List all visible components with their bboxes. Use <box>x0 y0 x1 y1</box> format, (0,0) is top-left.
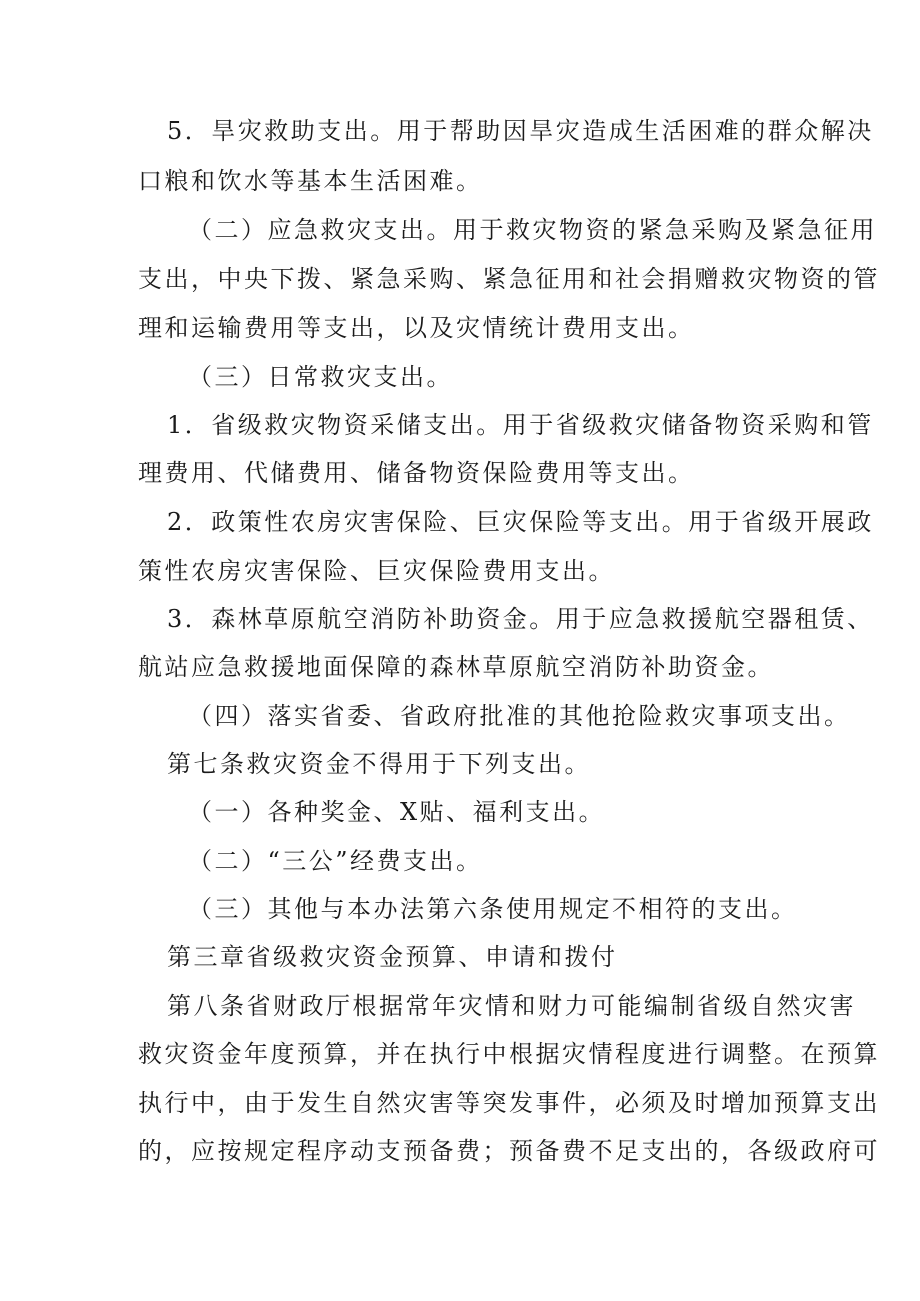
text-line-14: 第七条救灾资金不得用于下列支出。 <box>167 750 591 778</box>
text-line-16: （二）“三公”经费支出。 <box>188 847 483 875</box>
text-line-7: 1．省级救灾物资采储支出。用于省级救灾储备物资采购和管 <box>167 411 874 439</box>
text-line-1: 5．旱灾救助支出。用于帮助因旱灾造成生活困难的群众解决 <box>167 117 874 145</box>
text-line-13: （四）落实省委、省政府批准的其他抢险救灾事项支出。 <box>188 702 851 730</box>
text-line-17: （三）其他与本办法第六条使用规定不相符的支出。 <box>188 895 798 923</box>
text-line-15: （一）各种奖金、X贴、福利支出。 <box>188 798 606 826</box>
text-line-2: 口粮和饮水等基本生活困难。 <box>138 167 483 195</box>
text-line-8: 理费用、代储费用、储备物资保险费用等支出。 <box>138 459 695 487</box>
text-line-12: 航站应急救援地面保障的森林草原航空消防补助资金。 <box>138 653 774 681</box>
text-line-4: 支出，中央下拨、紧急采购、紧急征用和社会捐赠救灾物资的管 <box>138 265 880 293</box>
text-line-18: 第三章省级救灾资金预算、申请和拨付 <box>167 943 618 971</box>
text-line-6: （三）日常救灾支出。 <box>188 363 453 391</box>
text-line-3: （二）应急救灾支出。用于救灾物资的紧急采购及紧急征用 <box>188 216 877 244</box>
text-line-19: 第八条省财政厅根据常年灾情和财力可能编制省级自然灾害 <box>167 992 856 1020</box>
text-line-9: 2．政策性农房灾害保险、巨灾保险等支出。用于省级开展政 <box>167 508 874 536</box>
text-line-21: 执行中，由于发生自然灾害等突发事件，必须及时增加预算支出 <box>138 1089 880 1117</box>
text-line-10: 策性农房灾害保险、巨灾保险费用支出。 <box>138 557 615 585</box>
text-line-5: 理和运输费用等支出，以及灾情统计费用支出。 <box>138 314 695 342</box>
text-line-11: 3．森林草原航空消防补助资金。用于应急救援航空器租赁、 <box>167 605 874 633</box>
text-line-20: 救灾资金年度预算，并在执行中根据灾情程度进行调整。在预算 <box>138 1040 880 1068</box>
text-line-22: 的，应按规定程序动支预备费；预备费不足支出的，各级政府可 <box>138 1137 880 1165</box>
